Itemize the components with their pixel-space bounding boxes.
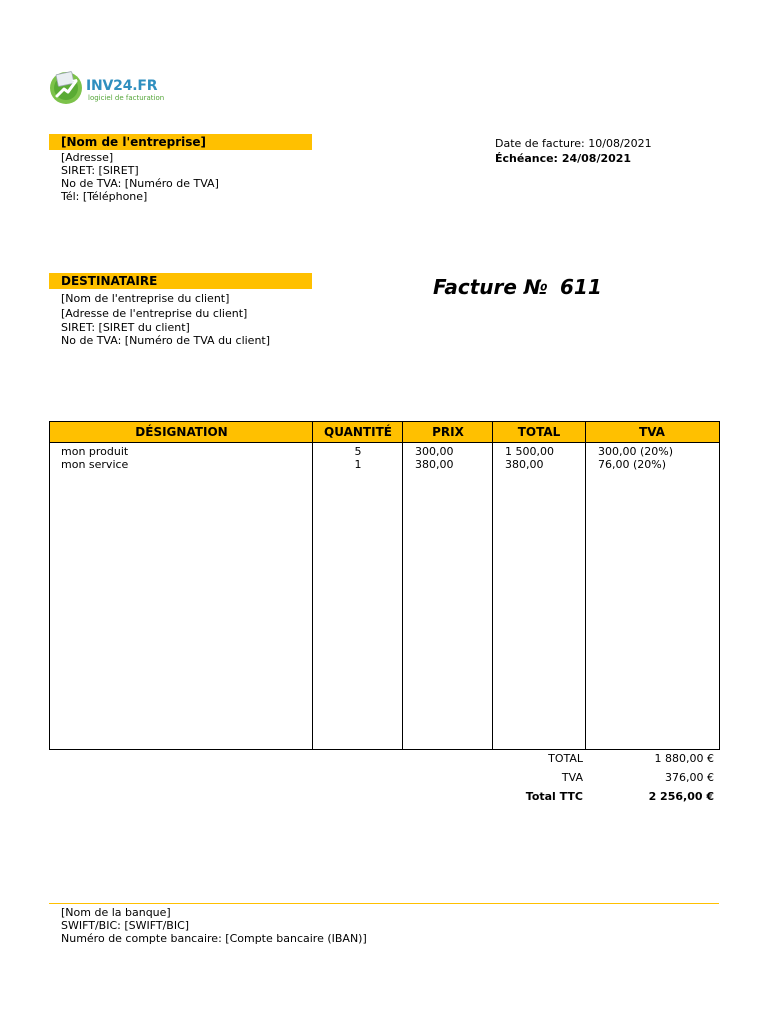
invoice-date-value: 10/08/2021	[588, 137, 652, 150]
invoice-dates	[495, 136, 652, 166]
row-2-price: 380,00	[415, 458, 454, 471]
bank-swift: SWIFT/BIC: [SWIFT/BIC]	[61, 919, 190, 932]
total-label: TOTAL	[548, 752, 583, 765]
bank-details	[61, 906, 367, 945]
row-2-vat: 76,00 (20%)	[598, 458, 667, 471]
row-1-total: 1 500,00	[505, 445, 554, 458]
logo-tagline: logiciel de facturation	[88, 94, 165, 102]
column-header-quantity: QUANTITÉ	[324, 425, 392, 439]
column-header-vat: TVA	[639, 425, 665, 439]
recipient-siret: SIRET: [SIRET du client]	[61, 321, 190, 334]
items-table	[49, 421, 720, 750]
row-2-total: 380,00	[505, 458, 544, 471]
sender-phone: Tél: [Téléphone]	[61, 190, 148, 203]
logo-name: INV24.FR	[86, 78, 158, 94]
invoice-title-label: Facture №	[433, 275, 548, 299]
recipient-details	[61, 292, 270, 347]
column-divider	[312, 422, 313, 749]
column-header-price: PRIX	[432, 425, 464, 439]
logo-mark-icon	[48, 68, 84, 106]
vat-total-label: TVA	[561, 771, 583, 784]
footer-divider	[49, 903, 719, 904]
sender-company-header: [Nom de l'entreprise]	[49, 134, 312, 150]
sender-vat: No de TVA: [Numéro de TVA]	[61, 177, 219, 190]
row-2-designation: mon service	[61, 458, 129, 471]
recipient-address: [Adresse de l'entreprise du client]	[61, 306, 248, 320]
row-1-designation: mon produit	[61, 445, 129, 458]
due-date-line	[495, 151, 652, 166]
column-divider	[492, 422, 493, 749]
column-divider	[585, 422, 586, 749]
recipient-header: DESTINATAIRE	[49, 273, 312, 289]
total-ttc-value: 2 256,00 €	[648, 790, 714, 803]
vat-total-value: 376,00 €	[665, 771, 714, 784]
invoice-title	[433, 275, 602, 299]
table-header	[50, 422, 719, 443]
total-ttc-label: Total TTC	[525, 790, 583, 803]
company-logo	[48, 68, 165, 108]
invoice-number: 611	[559, 275, 602, 299]
due-date-value: 24/08/2021	[561, 152, 632, 165]
sender-details	[61, 151, 219, 203]
column-divider	[402, 422, 403, 749]
recipient-company: [Nom de l'entreprise du client]	[61, 292, 230, 305]
row-1-price: 300,00	[415, 445, 454, 458]
row-2-quantity: 1	[354, 458, 362, 471]
recipient-vat: No de TVA: [Numéro de TVA du client]	[61, 334, 271, 347]
column-header-total: TOTAL	[517, 425, 561, 439]
column-header-designation: DÉSIGNATION	[135, 425, 228, 439]
due-date-label: Échéance:	[495, 152, 558, 165]
sender-address: [Adresse]	[61, 151, 114, 164]
row-1-vat: 300,00 (20%)	[598, 445, 674, 458]
bank-name: [Nom de la banque]	[61, 906, 171, 919]
bank-iban: Numéro de compte bancaire: [Compte bancaire (IBAN)]	[61, 932, 367, 945]
invoice-date-line	[495, 136, 652, 151]
sender-siret: SIRET: [SIRET]	[61, 164, 139, 177]
total-value: 1 880,00 €	[654, 752, 714, 765]
row-1-quantity: 5	[354, 445, 362, 458]
invoice-date-label: Date de facture:	[495, 137, 585, 150]
